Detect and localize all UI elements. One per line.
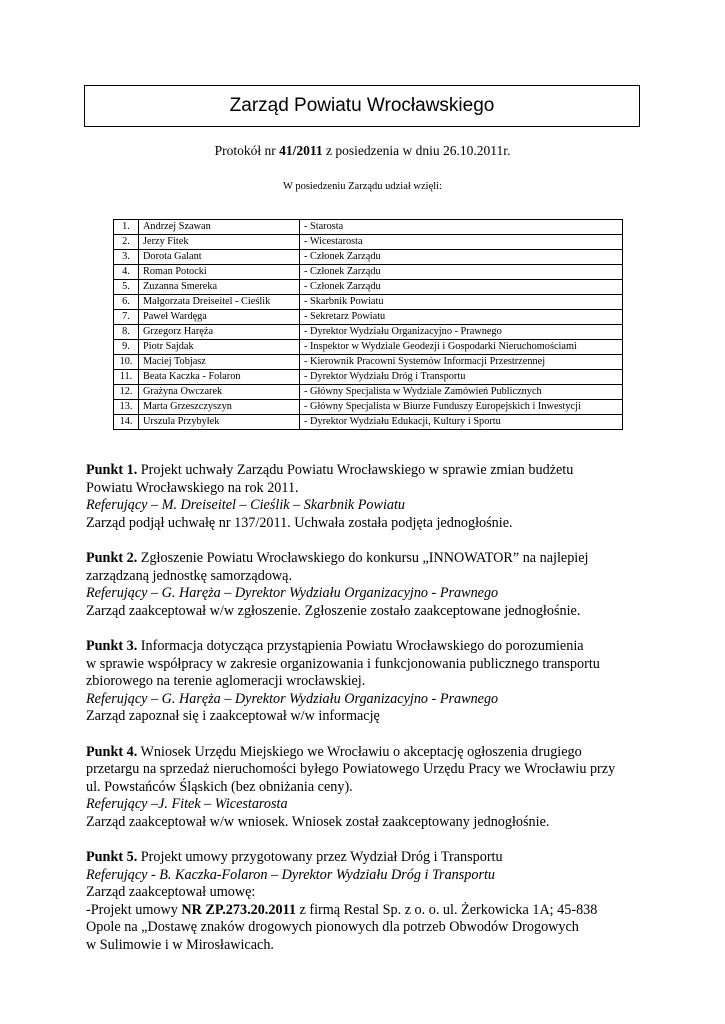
contract-number: NR ZP.273.20.2011 (181, 901, 296, 918)
member-number: 13. (114, 400, 139, 415)
point-referent: Referujący – M. Dreiseitel – Cieślik – Skarbnik Powiatu (86, 497, 406, 514)
protocol-line (0, 143, 725, 159)
point-label: Punkt 2. (86, 549, 138, 566)
point-result: Zarząd zaakceptował w/w wniosek. Wniosek został zaakceptowany jednogłośnie. (86, 813, 550, 830)
table-row (114, 370, 623, 385)
table-row (114, 355, 623, 370)
point-result: Zarząd zaakceptował umowę: (86, 884, 256, 901)
point-text: Informacja dotycząca przystąpienia Powiatu Wrocławskiego do porozumienia (137, 637, 584, 654)
point-label: Punkt 4. (86, 743, 138, 760)
agenda-content (86, 462, 638, 972)
table-row (114, 220, 623, 235)
point-3 (86, 638, 638, 726)
member-number: 11. (114, 370, 139, 385)
point-result: Zarząd zaakceptował w/w zgłoszenie. Zgłoszenie zostało zaakceptowane jednogłośnie. (86, 602, 581, 619)
table-row (114, 295, 623, 310)
member-role: - Inspektor w Wydziale Geodezji i Gospodarki Nieruchomościami (300, 340, 623, 355)
point-referent: Referujący – G. Haręża – Dyrektor Wydziału Organizacyjno - Prawnego (86, 585, 499, 602)
member-role: - Członek Zarządu (300, 265, 623, 280)
attended-label: W posiedzeniu Zarządu udział wzięli: (283, 181, 442, 192)
point-text: Zgłoszenie Powiatu Wrocławskiego do konkursu „INNOWATOR” na najlepiej (137, 549, 589, 566)
member-name: Marta Grzeszczyszyn (139, 400, 300, 415)
point-text: Powiatu Wrocławskiego na rok 2011. (86, 479, 299, 496)
table-row (114, 340, 623, 355)
member-name: Paweł Wardęga (139, 310, 300, 325)
point-text: zarządzaną jednostkę samorządową. (86, 567, 293, 584)
member-role: - Kierownik Pracowni Systemów Informacji Przestrzennej (300, 355, 623, 370)
member-role: - Dyrektor Wydziału Organizacyjno - Prawnego (300, 325, 623, 340)
member-role: - Członek Zarządu (300, 250, 623, 265)
member-number: 3. (114, 250, 139, 265)
member-name: Grażyna Owczarek (139, 385, 300, 400)
member-name: Dorota Galant (139, 250, 300, 265)
contract-text: z firmą Restal Sp. z o. o. ul. Żerkowicka 1A; 45-838 (295, 901, 598, 918)
point-text: Projekt uchwały Zarządu Powiatu Wrocławskiego w sprawie zmian budżetu (137, 462, 574, 478)
member-name: Grzegorz Haręża (139, 325, 300, 340)
member-role: - Dyrektor Wydziału Edukacji, Kultury i Sportu (300, 415, 623, 430)
member-number: 6. (114, 295, 139, 310)
member-name: Roman Potocki (139, 265, 300, 280)
table-row (114, 265, 623, 280)
point-result: Zarząd podjął uchwałę nr 137/2011. Uchwała została podjęta jednogłośnie. (86, 514, 513, 531)
member-number: 5. (114, 280, 139, 295)
member-role: - Skarbnik Powiatu (300, 295, 623, 310)
point-label: Punkt 3. (86, 637, 138, 654)
member-name: Andrzej Szawan (139, 220, 300, 235)
document-title: Zarząd Powiatu Wrocławskiego (229, 95, 495, 116)
point-label: Punkt 5. (86, 849, 138, 866)
member-number: 4. (114, 265, 139, 280)
point-referent: Referujący – G. Haręża – Dyrektor Wydziału Organizacyjno - Prawnego (86, 690, 499, 707)
point-1 (86, 462, 638, 532)
point-referent: Referujący - B. Kaczka-Folaron – Dyrektor Wydziału Dróg i Transportu (86, 866, 496, 883)
point-4 (86, 744, 638, 832)
member-number: 8. (114, 325, 139, 340)
member-number: 10. (114, 355, 139, 370)
protocol-suffix: z posiedzenia w dniu 26.10.2011r. (322, 143, 511, 158)
table-row (114, 250, 623, 265)
member-name: Beata Kaczka - Folaron (139, 370, 300, 385)
point-text: przetargu na sprzedaż nieruchomości byłego Powiatowego Urzędu Pracy we Wrocławiu przy (86, 761, 616, 778)
member-name: Maciej Tobjasz (139, 355, 300, 370)
point-2 (86, 550, 638, 620)
member-name: Małgorzata Dreiseitel - Cieślik (139, 295, 300, 310)
contract-prefix: -Projekt umowy (86, 901, 182, 918)
point-label: Punkt 1. (86, 462, 138, 478)
member-role: - Starosta (300, 220, 623, 235)
protocol-prefix: Protokół nr (214, 143, 280, 158)
table-row (114, 400, 623, 415)
member-number: 12. (114, 385, 139, 400)
member-role: - Dyrektor Wydziału Dróg i Transportu (300, 370, 623, 385)
member-number: 14. (114, 415, 139, 430)
table-row (114, 325, 623, 340)
point-referent: Referujący –J. Fitek – Wicestarosta (86, 796, 288, 813)
member-role: - Sekretarz Powiatu (300, 310, 623, 325)
members-table (113, 219, 623, 430)
member-name: Zuzanna Smereka (139, 280, 300, 295)
table-row (114, 415, 623, 430)
point-5 (86, 849, 638, 955)
point-text: Wniosek Urzędu Miejskiego we Wrocławiu o akceptację ogłoszenia drugiego (137, 743, 582, 760)
member-number: 1. (114, 220, 139, 235)
document-title-box (84, 85, 640, 127)
member-name: Jerzy Fitek (139, 235, 300, 250)
member-name: Piotr Sajdak (139, 340, 300, 355)
protocol-number: 41/2011 (279, 143, 323, 158)
member-role: - Główny Specjalista w Wydziale Zamówień Publicznych (300, 385, 623, 400)
member-number: 9. (114, 340, 139, 355)
member-role: - Główny Specjalista w Biurze Funduszy Europejskich i Inwestycji (300, 400, 623, 415)
point-text: w sprawie współpracy w zakresie organizowania i funkcjonowania publicznego transportu (86, 655, 600, 672)
point-result: Zarząd zapoznał się i zaakceptował w/w informację (86, 708, 380, 725)
contract-text: w Sulimowie i w Mirosławicach. (86, 937, 274, 954)
member-role: - Wicestarosta (300, 235, 623, 250)
contract-text: Opole na „Dostawę znaków drogowych pionowych dla potrzeb Obwodów Drogowych (86, 919, 579, 936)
point-text: Projekt umowy przygotowany przez Wydział Dróg i Transportu (137, 849, 503, 866)
member-name: Urszula Przybyłek (139, 415, 300, 430)
member-role: - Członek Zarządu (300, 280, 623, 295)
point-text: ul. Powstańców Śląskich (bez obniżania ceny). (86, 778, 353, 795)
table-row (114, 235, 623, 250)
table-row (114, 280, 623, 295)
member-number: 2. (114, 235, 139, 250)
table-row (114, 385, 623, 400)
table-row (114, 310, 623, 325)
point-text: zbiorowego na terenie aglomeracji wrocławskiej. (86, 673, 366, 690)
member-number: 7. (114, 310, 139, 325)
